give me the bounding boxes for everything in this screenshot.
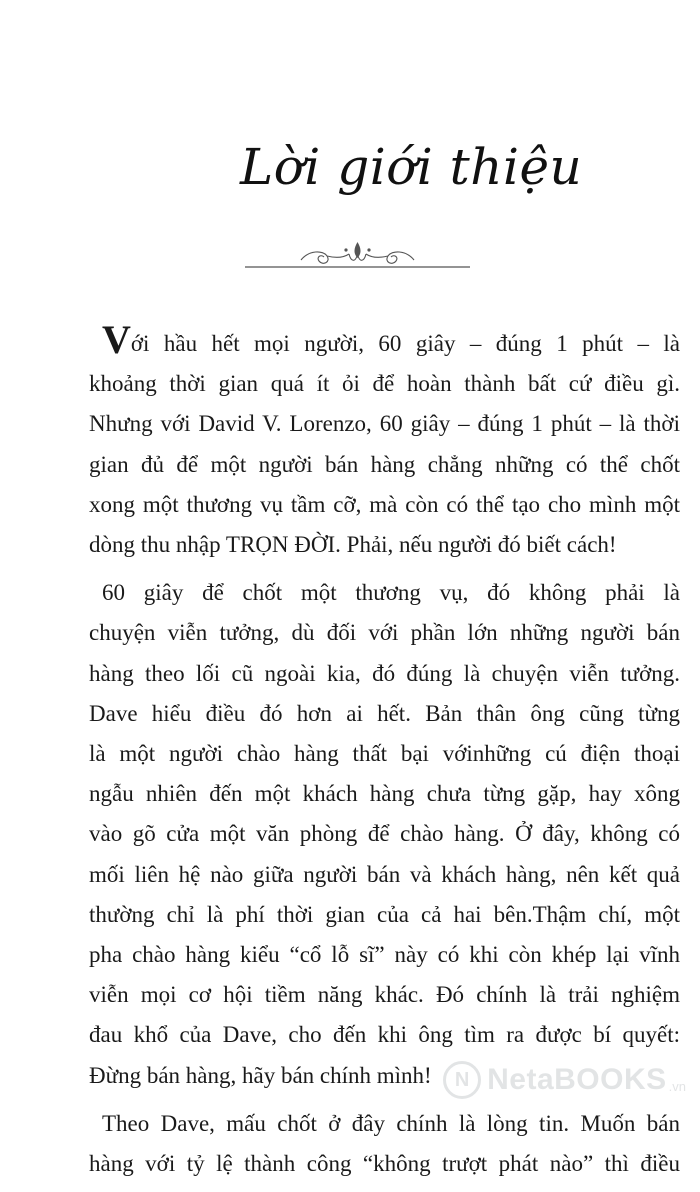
paragraph-2-line: Đừng bán hàng, hãy bán chính mình! bbox=[89, 1062, 432, 1088]
paragraph-1-line: khoảng thời gian quá ít ỏi để hoàn thành bất cứ điều gì. bbox=[89, 371, 680, 397]
paragraph-2-line: 60 giây để chốt một thương vụ, đó không phải là bbox=[102, 580, 680, 606]
paragraph-2-line: mối liên hệ nào giữa người bán và khách hàng, nên kết quả bbox=[89, 861, 680, 887]
paragraph-2-line: đau khổ của Dave, cho đến khi ông tìm ra được bí quyết: bbox=[89, 1022, 680, 1048]
dropcap: V bbox=[102, 317, 131, 362]
watermark-suffix: .vn bbox=[668, 1078, 686, 1094]
publisher-watermark bbox=[443, 1061, 686, 1099]
paragraph-1-line: xong một thương vụ tầm cỡ, mà còn có thể tạo cho mình một bbox=[89, 491, 680, 517]
paragraph-2-line: pha chào hàng kiểu “cổ lỗ sĩ” này có khi còn khép lại vĩnh bbox=[89, 942, 680, 968]
paragraph-2-line: ngẫu nhiên đến một khách hàng chưa từng gặp, hay xông bbox=[89, 781, 680, 807]
paragraph-3-line: hàng với tỷ lệ thành công “không trượt phát nào” thì điều bbox=[89, 1151, 680, 1177]
paragraph-3-line: Theo Dave, mấu chốt ở đây chính là lòng tin. Muốn bán bbox=[102, 1110, 680, 1136]
netabooks-logo-icon: N bbox=[443, 1061, 481, 1099]
paragraph-2-line: hàng theo lối cũ ngoài kia, đó đúng là chuyện viễn tưởng. bbox=[89, 660, 680, 686]
paragraph-2-line: viễn mọi cơ hội tiềm năng khác. Đó chính là trải nghiệm bbox=[89, 982, 680, 1008]
paragraph-1 bbox=[89, 317, 680, 565]
paragraph-1-line: gian đủ để một người bán hàng chẳng những có thể chốt bbox=[89, 451, 680, 477]
paragraph-2-line: vào gõ cửa một văn phòng để chào hàng. Ở đây, không có bbox=[89, 821, 680, 847]
paragraph-1-line-1: Với hầu hết mọi người, 60 giây – đúng 1 phút – là bbox=[102, 317, 680, 362]
paragraph-2-line: chuyện viễn tưởng, dù đối với phần lớn những người bán bbox=[89, 620, 680, 646]
paragraph-2-line: là một người chào hàng thất bại vớinhững cú điện thoại bbox=[89, 741, 680, 767]
chapter-title: Lời giới thiệu bbox=[240, 138, 583, 196]
watermark-brand: NetaBOOKS bbox=[487, 1063, 667, 1096]
chapter-heading bbox=[240, 138, 583, 196]
paragraph-2 bbox=[89, 573, 680, 1096]
paragraph-1-line: dòng thu nhập TRỌN ĐỜI. Phải, nếu người đó biết cách! bbox=[89, 532, 617, 558]
paragraph-2-line: Dave hiểu điều đó hơn ai hết. Bản thân ông cũng từng bbox=[89, 700, 680, 726]
ornament-divider-icon bbox=[245, 236, 470, 272]
paragraph-3 bbox=[89, 1104, 680, 1184]
paragraph-1-line: Nhưng với David V. Lorenzo, 60 giây – đúng 1 phút – là thời bbox=[89, 411, 680, 437]
paragraph-2-line: thường chỉ là phí thời gian của cả hai bên.Thậm chí, một bbox=[89, 901, 680, 927]
